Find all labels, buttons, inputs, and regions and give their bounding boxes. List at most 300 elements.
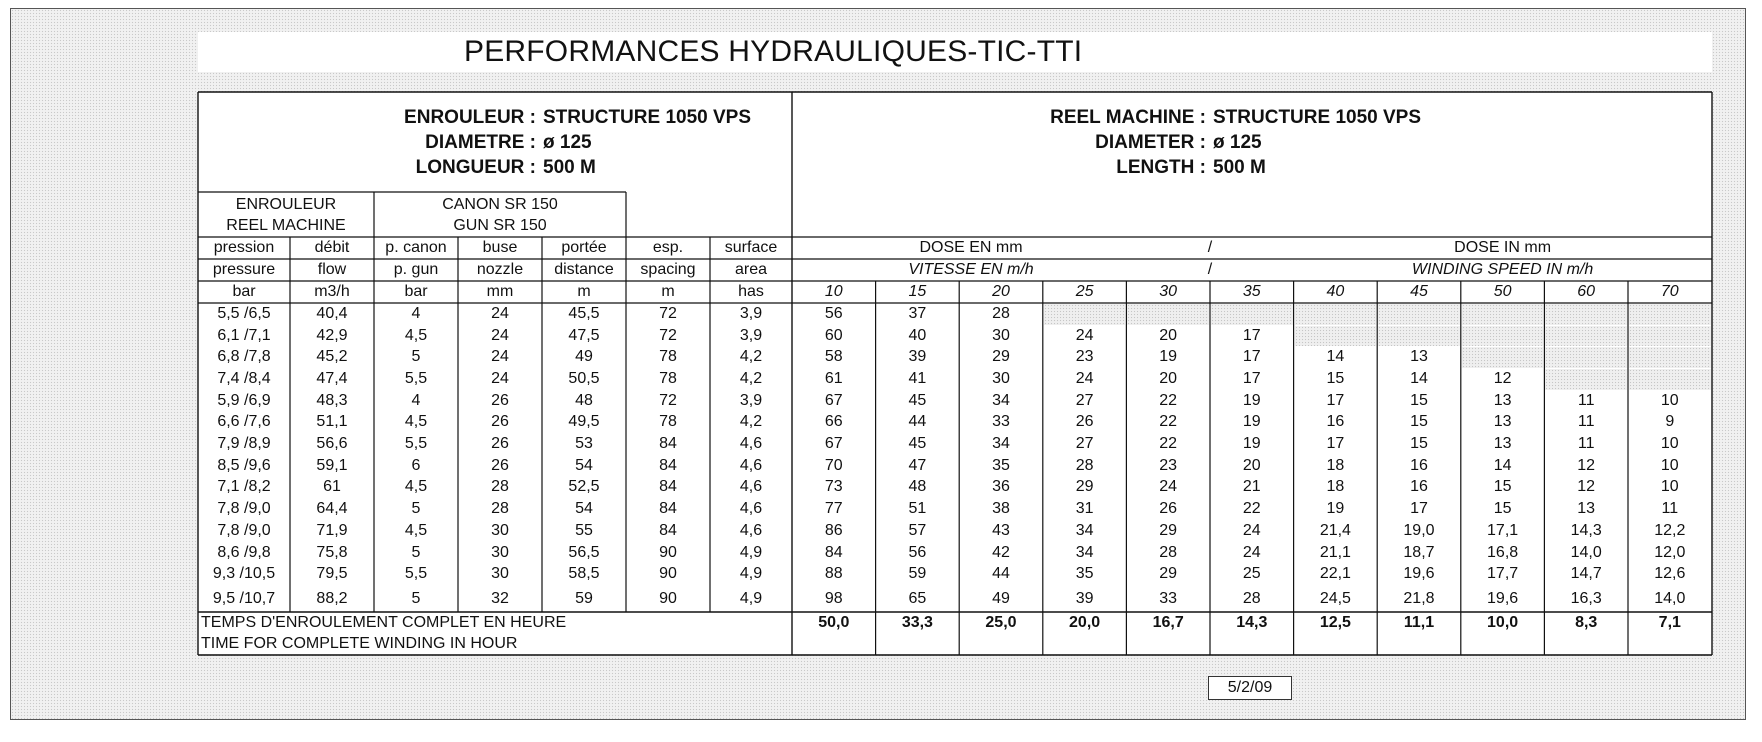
dose-cell: 17 (1326, 435, 1345, 453)
table-cell: 54 (575, 456, 593, 474)
table-cell: 84 (659, 456, 677, 474)
table-cell: 4,5 (404, 478, 428, 496)
speed-header: 50 (1493, 283, 1512, 300)
table-cell: 26 (491, 456, 509, 474)
table-cell: 7,9 /8,9 (217, 435, 271, 453)
unavailable-cell (1629, 326, 1711, 347)
table-cell: 56,6 (316, 435, 348, 453)
dose-cell: 41 (908, 369, 927, 387)
dose-cell: 31 (1075, 500, 1094, 518)
unavailable-cell (1044, 304, 1126, 325)
table-cell: 51,1 (316, 413, 348, 431)
unavailable-cell (1211, 304, 1293, 325)
dose-cell: 45 (908, 435, 927, 453)
dose-cell: 28 (1242, 589, 1261, 607)
dose-cell: 30 (992, 369, 1010, 387)
unavailable-cell (1462, 304, 1544, 325)
table-cell: 72 (659, 391, 677, 409)
table-cell: 9,3 /10,5 (212, 565, 276, 583)
speed-header: 60 (1577, 283, 1596, 300)
dose-cell: 12 (1493, 369, 1512, 387)
table-cell: 5,9 /6,9 (217, 391, 271, 409)
dose-cell: 10 (1660, 435, 1679, 453)
speed-header: 25 (1075, 283, 1094, 300)
dose-cell: 17 (1242, 369, 1261, 387)
dose-cell: 38 (992, 500, 1010, 518)
col-unit: m (661, 283, 675, 300)
table-cell: 75,8 (316, 543, 348, 561)
dose-cell: 26 (1075, 413, 1094, 431)
table-cell: 26 (491, 391, 509, 409)
speed-header: 35 (1242, 283, 1261, 300)
table-cell: 50,5 (568, 369, 600, 387)
table-cell: 5 (411, 500, 421, 518)
dose-cell: 26 (1159, 500, 1178, 518)
dose-cell: 13 (1577, 500, 1596, 518)
slash-separator: / (1207, 261, 1213, 278)
table-cell: 90 (659, 565, 677, 583)
col-header-en: p. gun (393, 261, 439, 278)
winding-time: 14,3 (1236, 614, 1268, 631)
dose-cell: 35 (992, 456, 1010, 474)
dose-cell: 22 (1159, 391, 1178, 409)
group-gun-fr: CANON SR 150 (442, 196, 558, 213)
table-cell: 52,5 (568, 478, 600, 496)
table-cell: 28 (491, 500, 509, 518)
dose-cell: 13 (1493, 391, 1512, 409)
dose-cell: 77 (824, 500, 843, 518)
dose-cell: 14 (1493, 456, 1512, 474)
dose-cell: 17 (1410, 500, 1428, 518)
dose-cell: 51 (908, 500, 927, 518)
dose-cell: 28 (1075, 456, 1094, 474)
dose-cell: 33 (992, 413, 1010, 431)
table-cell: 49,5 (568, 413, 600, 431)
dose-cell: 21,8 (1403, 589, 1435, 607)
dose-cell: 73 (824, 478, 843, 496)
dose-cell: 14,7 (1570, 565, 1602, 583)
table-cell: 7,8 /9,0 (217, 521, 271, 539)
speed-header: 45 (1410, 283, 1428, 300)
unavailable-cell (1545, 347, 1627, 368)
dose-cell: 29 (1159, 565, 1178, 583)
dose-cell: 15 (1410, 435, 1428, 453)
date-box (1208, 676, 1292, 700)
table-cell: 78 (659, 348, 677, 366)
dose-cell: 20 (1242, 456, 1261, 474)
table-cell: 4,9 (739, 565, 763, 583)
table-cell: 84 (659, 500, 677, 518)
dose-cell: 86 (824, 521, 843, 539)
dose-cell: 21 (1242, 478, 1261, 496)
speed-header: 30 (1159, 283, 1178, 300)
dose-cell: 20 (1159, 369, 1178, 387)
dose-cell: 19 (1242, 413, 1261, 431)
table-cell: 7,8 /9,0 (217, 500, 271, 518)
table-cell: 9,5 /10,7 (212, 589, 276, 607)
table-cell: 30 (491, 521, 509, 539)
table-cell: 4,5 (404, 413, 428, 431)
winding-time: 50,0 (818, 614, 850, 631)
col-header-fr: débit (314, 239, 350, 256)
header-en-value: ø 125 (1213, 132, 1262, 153)
dose-cell: 88 (824, 565, 843, 583)
dose-cell: 27 (1075, 391, 1094, 409)
header-fr-value: 500 M (543, 157, 596, 178)
table-cell: 45,5 (568, 304, 600, 322)
table-cell: 30 (491, 543, 509, 561)
table-cell: 4,5 (404, 326, 428, 344)
table-cell: 84 (659, 478, 677, 496)
table-cell: 72 (659, 304, 677, 322)
dose-cell: 13 (1493, 435, 1512, 453)
dose-cell: 23 (1075, 348, 1094, 366)
dose-cell: 24 (1159, 478, 1178, 496)
dose-cell: 98 (824, 589, 843, 607)
dose-cell: 9 (1665, 413, 1675, 431)
dose-label-en: DOSE IN mm (1454, 239, 1552, 256)
dose-cell: 56 (908, 543, 927, 561)
table-cell: 79,5 (316, 565, 348, 583)
dose-cell: 16,3 (1570, 589, 1602, 607)
dose-cell: 67 (824, 435, 843, 453)
winding-time: 33,3 (901, 614, 933, 631)
winding-time: 16,7 (1152, 614, 1184, 631)
header-fr-value: STRUCTURE 1050 VPS (543, 107, 752, 128)
dose-cell: 19 (1326, 500, 1345, 518)
header-en-key: DIAMETER : (1095, 132, 1206, 153)
dose-cell: 10 (1660, 391, 1679, 409)
table-cell: 4,5 (404, 521, 428, 539)
dose-cell: 19 (1159, 348, 1178, 366)
dose-cell: 14 (1326, 348, 1345, 366)
table-cell: 84 (659, 435, 677, 453)
table-cell: 7,1 /8,2 (217, 478, 271, 496)
table-cell: 4,2 (739, 369, 763, 387)
dose-cell: 60 (824, 326, 843, 344)
table-cell: 78 (659, 413, 677, 431)
group-gun-en: GUN SR 150 (453, 217, 547, 234)
col-header-fr: surface (724, 239, 778, 256)
dose-cell: 36 (992, 478, 1010, 496)
dose-cell: 14,3 (1570, 521, 1602, 539)
col-header-fr: buse (482, 239, 518, 256)
dose-cell: 30 (992, 326, 1010, 344)
unavailable-cell (1295, 304, 1377, 325)
dose-cell: 22,1 (1319, 565, 1351, 583)
col-unit: m (577, 283, 591, 300)
table-cell: 8,6 /9,8 (217, 543, 271, 561)
col-header-en: area (734, 261, 768, 278)
table-cell: 4,9 (739, 589, 763, 607)
dose-cell: 45 (908, 391, 927, 409)
dose-cell: 17,7 (1487, 565, 1519, 583)
header-en-key: REEL MACHINE : (1050, 107, 1206, 128)
table-cell: 90 (659, 589, 677, 607)
table-cell: 5 (411, 543, 421, 561)
group-reel-en: REEL MACHINE (226, 217, 346, 234)
page-title: PERFORMANCES HYDRAULIQUES-TIC-TTI (464, 35, 1083, 68)
dose-cell: 18 (1326, 456, 1345, 474)
dose-cell: 34 (992, 435, 1010, 453)
table-cell: 7,4 /8,4 (217, 369, 271, 387)
table-cell: 47,5 (568, 326, 600, 344)
table-cell: 24 (491, 326, 509, 344)
speed-header: 15 (908, 283, 927, 300)
table-cell: 78 (659, 369, 677, 387)
table-cell: 47,4 (316, 369, 348, 387)
dose-cell: 19 (1242, 435, 1261, 453)
dose-cell: 11 (1577, 391, 1595, 409)
footer-label-en: TIME FOR COMPLETE WINDING IN HOUR (201, 635, 518, 652)
table-cell: 72 (659, 326, 677, 344)
header-en-value: STRUCTURE 1050 VPS (1213, 107, 1422, 128)
unavailable-cell (1127, 304, 1209, 325)
dose-cell: 66 (824, 413, 843, 431)
dose-cell: 57 (908, 521, 927, 539)
header-fr-value: ø 125 (543, 132, 592, 153)
dose-cell: 39 (1075, 589, 1094, 607)
winding-time: 7,1 (1658, 614, 1681, 631)
unavailable-cell (1462, 326, 1544, 347)
speed-label-fr: VITESSE EN m/h (908, 261, 1034, 278)
col-unit: has (738, 283, 764, 300)
table-cell: 28 (491, 478, 509, 496)
table-cell: 64,4 (316, 500, 348, 518)
dose-cell: 14 (1410, 369, 1428, 387)
col-unit: bar (404, 283, 428, 300)
dose-cell: 56 (824, 304, 843, 322)
header-fr-key: LONGUEUR : (415, 157, 536, 178)
dose-cell: 13 (1410, 348, 1428, 366)
table-cell: 4 (411, 304, 421, 322)
dose-cell: 11 (1577, 435, 1595, 453)
dose-cell: 22 (1159, 413, 1178, 431)
dose-cell: 58 (824, 348, 843, 366)
table-cell: 26 (491, 413, 509, 431)
dose-cell: 24 (1242, 521, 1261, 539)
dose-cell: 17 (1326, 391, 1345, 409)
dose-cell: 35 (1075, 565, 1094, 583)
col-header-en: flow (317, 261, 347, 278)
table-cell: 24 (491, 304, 509, 322)
dose-cell: 29 (1159, 521, 1178, 539)
table-cell: 6 (411, 456, 421, 474)
table-cell: 61 (323, 478, 341, 496)
table-cell: 6,1 /7,1 (217, 326, 271, 344)
table-cell: 49 (575, 348, 593, 366)
dose-cell: 44 (908, 413, 927, 431)
dose-cell: 17,1 (1487, 521, 1519, 539)
dose-cell: 12 (1577, 478, 1596, 496)
unavailable-cell (1629, 304, 1711, 325)
dose-cell: 24 (1075, 326, 1094, 344)
table-cell: 4 (411, 391, 421, 409)
dose-cell: 33 (1159, 589, 1178, 607)
footer-label-fr: TEMPS D'ENROULEMENT COMPLET EN HEURE (201, 614, 567, 631)
table-cell: 56,5 (568, 543, 600, 561)
table-cell: 24 (491, 348, 509, 366)
table-cell: 3,9 (739, 326, 763, 344)
winding-time: 11,1 (1403, 614, 1435, 631)
dose-cell: 67 (824, 391, 843, 409)
dose-cell: 19 (1242, 391, 1261, 409)
table-cell: 4,9 (739, 543, 763, 561)
winding-time: 8,3 (1575, 614, 1598, 631)
table-cell: 5 (411, 348, 421, 366)
dose-cell: 29 (992, 348, 1010, 366)
col-header-fr: p. canon (385, 239, 447, 256)
table-cell: 24 (491, 369, 509, 387)
dose-cell: 15 (1326, 369, 1345, 387)
speed-header: 40 (1326, 283, 1345, 300)
table-cell: 30 (491, 565, 509, 583)
unavailable-cell (1545, 304, 1627, 325)
table-cell: 4,6 (739, 521, 763, 539)
dose-cell: 18 (1326, 478, 1345, 496)
dose-cell: 16,8 (1487, 543, 1519, 561)
table-cell: 59,1 (316, 456, 348, 474)
header-en-key: LENGTH : (1116, 157, 1206, 178)
table-cell: 45,2 (316, 348, 348, 366)
dose-cell: 23 (1159, 456, 1178, 474)
dose-cell: 42 (992, 543, 1010, 561)
dose-cell: 12,6 (1654, 565, 1686, 583)
unavailable-cell (1378, 304, 1460, 325)
dose-cell: 24 (1242, 543, 1261, 561)
dose-cell: 20 (1159, 326, 1178, 344)
group-reel-fr: ENROULEUR (235, 196, 337, 213)
winding-time: 20,0 (1069, 614, 1101, 631)
col-unit: mm (486, 283, 514, 300)
winding-time: 12,5 (1319, 614, 1351, 631)
dose-cell: 34 (992, 391, 1010, 409)
dose-cell: 11 (1661, 500, 1679, 518)
unavailable-cell (1378, 326, 1460, 347)
dose-cell: 48 (908, 478, 927, 496)
table-cell: 5,5 /6,5 (217, 304, 271, 322)
dose-cell: 15 (1410, 413, 1428, 431)
table-cell: 6,8 /7,8 (217, 348, 271, 366)
col-header-en: nozzle (476, 261, 524, 278)
dose-cell: 21,4 (1319, 521, 1351, 539)
dose-cell: 25 (1242, 565, 1261, 583)
dose-cell: 39 (908, 348, 927, 366)
dose-cell: 49 (992, 589, 1010, 607)
table-cell: 6,6 /7,6 (217, 413, 271, 431)
dose-cell: 28 (1159, 543, 1178, 561)
unavailable-cell (1545, 369, 1627, 390)
dose-cell: 11 (1577, 413, 1595, 431)
speed-label-en: WINDING SPEED IN m/h (1411, 261, 1594, 278)
table-cell: 8,5 /9,6 (217, 456, 271, 474)
dose-cell: 34 (1075, 521, 1094, 539)
dose-cell: 34 (1075, 543, 1094, 561)
table-cell: 55 (575, 521, 593, 539)
table-cell: 4,6 (739, 500, 763, 518)
unavailable-cell (1629, 369, 1711, 390)
table-cell: 3,9 (739, 391, 763, 409)
dose-cell: 24 (1075, 369, 1094, 387)
dose-cell: 17 (1242, 326, 1261, 344)
dose-cell: 16 (1410, 456, 1428, 474)
header-fr-key: ENROULEUR : (404, 107, 536, 128)
unavailable-cell (1545, 326, 1627, 347)
dose-cell: 14,0 (1654, 589, 1686, 607)
dose-cell: 12,0 (1654, 543, 1686, 561)
header-fr-key: DIAMETRE : (425, 132, 536, 153)
col-header-en: pressure (212, 261, 276, 278)
col-unit: m3/h (314, 283, 350, 300)
table-cell: 90 (659, 543, 677, 561)
date-text: 5/2/09 (1227, 679, 1273, 696)
dose-cell: 14,0 (1570, 543, 1602, 561)
table-cell: 5,5 (404, 565, 428, 583)
dose-cell: 43 (992, 521, 1010, 539)
table-cell: 26 (491, 435, 509, 453)
table-cell: 5,5 (404, 435, 428, 453)
table-cell: 58,5 (568, 565, 600, 583)
dose-cell: 15 (1493, 478, 1512, 496)
col-header-en: distance (554, 261, 614, 278)
table-cell: 4,6 (739, 478, 763, 496)
dose-cell: 10 (1660, 456, 1679, 474)
col-unit: bar (232, 283, 256, 300)
dose-cell: 47 (908, 456, 927, 474)
col-header-fr: portée (561, 239, 607, 256)
table-cell: 5 (411, 589, 421, 607)
table-cell: 88,2 (316, 589, 348, 607)
table-cell: 4,2 (739, 413, 763, 431)
table-cell: 53 (575, 435, 593, 453)
dose-cell: 59 (908, 565, 927, 583)
dose-cell: 15 (1410, 391, 1428, 409)
table-cell: 84 (659, 521, 677, 539)
dose-cell: 44 (992, 565, 1010, 583)
dose-cell: 40 (908, 326, 927, 344)
dose-cell: 19,0 (1403, 521, 1435, 539)
dose-cell: 24,5 (1319, 589, 1351, 607)
table-cell: 59 (575, 589, 593, 607)
table-cell: 4,2 (739, 348, 763, 366)
dose-label-fr: DOSE EN mm (919, 239, 1023, 256)
dose-cell: 16 (1326, 413, 1345, 431)
dose-cell: 29 (1075, 478, 1094, 496)
unavailable-cell (1629, 347, 1711, 368)
table-cell: 5,5 (404, 369, 428, 387)
slash-separator: / (1207, 239, 1213, 256)
speed-header: 20 (992, 283, 1010, 300)
table-cell: 71,9 (316, 521, 348, 539)
speed-header: 10 (824, 283, 843, 300)
speed-header: 70 (1660, 283, 1679, 300)
dose-cell: 22 (1159, 435, 1178, 453)
table-cell: 3,9 (739, 304, 763, 322)
title-bar (198, 32, 1712, 72)
dose-cell: 37 (908, 304, 927, 322)
col-header-fr: esp. (652, 239, 684, 256)
col-header-fr: pression (213, 239, 275, 256)
col-header-en: spacing (640, 261, 696, 278)
table-cell: 48 (575, 391, 593, 409)
dose-cell: 61 (824, 369, 843, 387)
dose-cell: 70 (824, 456, 843, 474)
table-cell: 4,6 (739, 435, 763, 453)
dose-cell: 21,1 (1319, 543, 1351, 561)
winding-time: 10,0 (1487, 614, 1519, 631)
unavailable-cell (1462, 347, 1544, 368)
table-cell: 4,6 (739, 456, 763, 474)
